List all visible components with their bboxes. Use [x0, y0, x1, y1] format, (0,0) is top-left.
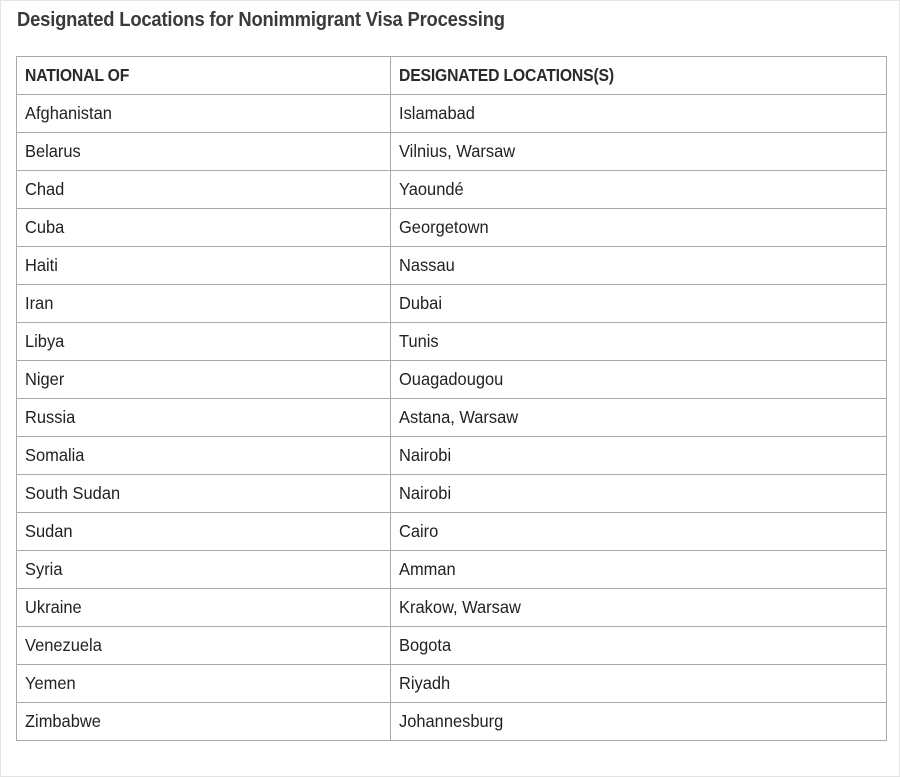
table-row: [17, 399, 887, 437]
location-cell: Amman: [391, 551, 887, 589]
table-row: [17, 285, 887, 323]
header-designated-locations: DESIGNATED LOCATIONS(S): [391, 57, 887, 95]
location-cell: Ouagadougou: [391, 361, 887, 399]
location-cell: Bogota: [391, 627, 887, 665]
location-cell: Dubai: [391, 285, 887, 323]
nationality-cell: Syria: [17, 551, 391, 589]
nationality-cell: Zimbabwe: [17, 703, 391, 741]
table-row: [17, 437, 887, 475]
nationality-cell: Sudan: [17, 513, 391, 551]
table-row: [17, 665, 887, 703]
location-cell: Johannesburg: [391, 703, 887, 741]
table-row: [17, 513, 887, 551]
table-row: [17, 95, 887, 133]
nationality-cell: South Sudan: [17, 475, 391, 513]
location-cell: Islamabad: [391, 95, 887, 133]
nationality-cell: Afghanistan: [17, 95, 391, 133]
table-row: [17, 361, 887, 399]
designated-locations-table: [16, 56, 887, 741]
location-cell: Krakow, Warsaw: [391, 589, 887, 627]
nationality-cell: Russia: [17, 399, 391, 437]
location-cell: Vilnius, Warsaw: [391, 133, 887, 171]
nationality-cell: Belarus: [17, 133, 391, 171]
table-row: [17, 323, 887, 361]
table-row: [17, 589, 887, 627]
nationality-cell: Yemen: [17, 665, 391, 703]
location-cell: Yaoundé: [391, 171, 887, 209]
location-cell: Riyadh: [391, 665, 887, 703]
table-row: [17, 703, 887, 741]
nationality-cell: Libya: [17, 323, 391, 361]
location-cell: Nairobi: [391, 475, 887, 513]
table-row: [17, 209, 887, 247]
table-row: [17, 133, 887, 171]
location-cell: Nassau: [391, 247, 887, 285]
table-row: [17, 475, 887, 513]
location-cell: Nairobi: [391, 437, 887, 475]
nationality-cell: Niger: [17, 361, 391, 399]
table-row: [17, 551, 887, 589]
location-cell: Astana, Warsaw: [391, 399, 887, 437]
nationality-cell: Venezuela: [17, 627, 391, 665]
page-title: Designated Locations for Nonimmigrant Visa Processing: [17, 9, 505, 31]
table-row: [17, 171, 887, 209]
header-national-of: NATIONAL OF: [17, 57, 391, 95]
nationality-cell: Chad: [17, 171, 391, 209]
nationality-cell: Iran: [17, 285, 391, 323]
nationality-cell: Somalia: [17, 437, 391, 475]
nationality-cell: Haiti: [17, 247, 391, 285]
nationality-cell: Cuba: [17, 209, 391, 247]
table-row: [17, 247, 887, 285]
location-cell: Georgetown: [391, 209, 887, 247]
location-cell: Tunis: [391, 323, 887, 361]
table-header-row: [17, 57, 887, 95]
nationality-cell: Ukraine: [17, 589, 391, 627]
table-row: [17, 627, 887, 665]
location-cell: Cairo: [391, 513, 887, 551]
